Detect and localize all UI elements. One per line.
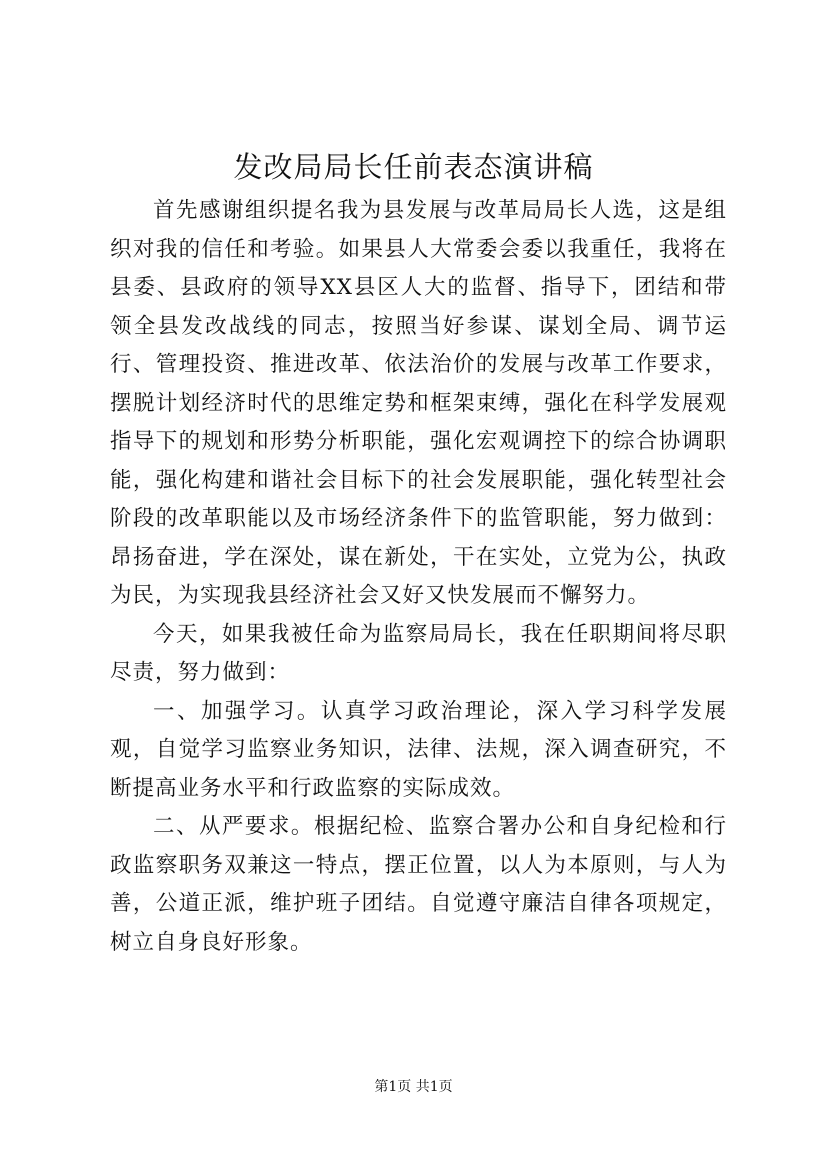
page-footer: 第1页 共1页 xyxy=(374,1079,453,1095)
paragraph-3: 一、加强学习。认真学习政治理论，深入学习科学发展观，自觉学习监察业务知识，法律、法规，深入调查研究，不断提高业务水平和行政监察的实际成效。 xyxy=(110,698,727,801)
paragraph-2: 今天，如果我被任命为监察局局长，我在任职期间将尽职尽责，努力做到： xyxy=(110,621,727,685)
document-title: 发改局局长任前表态演讲稿 xyxy=(233,150,594,184)
paragraph-4: 二、从严要求。根据纪检、监察合署办公和自身纪检和行政监察职务双兼这一特点，摆正位置，以人为本原则，与人为善，公道正派，维护班子团结。自觉遵守廉洁自律各项规定，树立自身良好形象。 xyxy=(110,814,727,955)
document-body xyxy=(110,192,727,962)
paragraph-1: 首先感谢组织提名我为县发展与改革局局长人选，这是组织对我的信任和考验。如果县人大常委会委以我重任，我将在县委、县政府的领导XX县区人大的监督、指导下，团结和带领全县发改战线的同志，按照当好参谋、谋划全局、调节运行、管理投资、推进改革、依法治价的发展与改革工作要求，摆脱计划经济时代的思维定势和框架束缚，强化在科学发展观指导下的规划和形势分析职能，强化宏观调控下的综合协调职能，强化构建和谐社会目标下的社会发展职能，强化转型社会阶段的改革职能以及市场经济条件下的监管职能，努力做到：昂扬奋进，学在深处，谋在新处，干在实处，立党为公，执政为民，为实现我县经济社会又好又快发展而不懈努力。 xyxy=(110,198,727,608)
